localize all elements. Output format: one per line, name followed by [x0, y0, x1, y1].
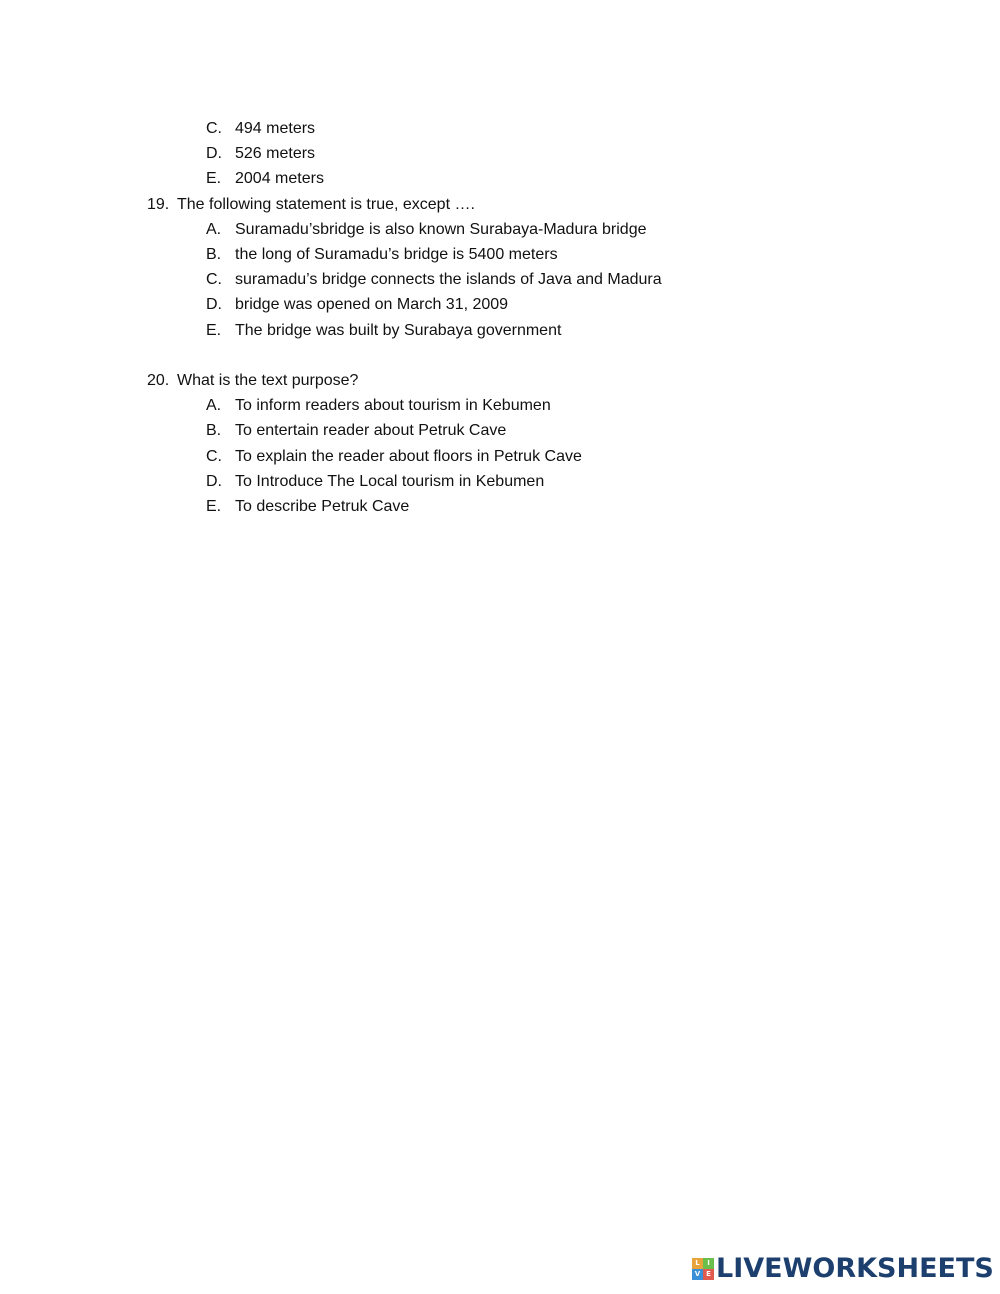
option-letter: E. [206, 498, 222, 515]
question-number: 20. [147, 372, 170, 389]
question-row-20 [0, 370, 1000, 392]
option-row [0, 269, 1000, 291]
option-row [0, 143, 1000, 165]
question-number: 19. [147, 196, 170, 213]
option-row [0, 496, 1000, 518]
option-letter: D. [206, 145, 222, 162]
logo-wordmark: LIVEWORKSHEETS [716, 1253, 994, 1284]
option-letter: D. [206, 473, 222, 490]
option-letter: A. [206, 221, 222, 238]
option-text: 526 meters [235, 145, 316, 162]
option-letter: E. [206, 170, 222, 187]
liveworksheets-logo [692, 1254, 994, 1284]
question-text: The following statement is true, except …. [177, 196, 475, 213]
option-letter: B. [206, 246, 222, 263]
option-text: bridge was opened on March 31, 2009 [235, 296, 509, 313]
option-row [0, 118, 1000, 140]
option-row [0, 320, 1000, 342]
option-text: Suramadu’sbridge is also known Surabaya-Madura bridge [235, 221, 647, 238]
option-row [0, 168, 1000, 190]
option-row [0, 446, 1000, 468]
option-row [0, 420, 1000, 442]
option-row [0, 219, 1000, 241]
liveworksheets-logo-icon [692, 1258, 714, 1280]
logo-mark-cell: I [703, 1258, 714, 1269]
logo-mark-cell: V [692, 1269, 703, 1280]
option-letter: C. [206, 271, 222, 288]
question-row-19 [0, 194, 1000, 216]
option-letter: C. [206, 120, 222, 137]
option-text: the long of Suramadu’s bridge is 5400 meters [235, 246, 558, 263]
option-text: To inform readers about tourism in Kebumen [235, 397, 551, 414]
option-letter: B. [206, 422, 222, 439]
option-text: suramadu’s bridge connects the islands of Java and Madura [235, 271, 662, 288]
option-letter: E. [206, 322, 222, 339]
option-letter: A. [206, 397, 222, 414]
logo-mark-cell: L [692, 1258, 703, 1269]
option-letter: C. [206, 448, 222, 465]
option-text: The bridge was built by Surabaya government [235, 322, 562, 339]
question-text: What is the text purpose? [177, 372, 359, 389]
option-text: To explain the reader about floors in Petruk Cave [235, 448, 582, 465]
option-text: 494 meters [235, 120, 316, 137]
option-text: To describe Petruk Cave [235, 498, 410, 515]
option-text: 2004 meters [235, 170, 324, 187]
option-row [0, 395, 1000, 417]
logo-mark-cell: E [703, 1269, 714, 1280]
option-row [0, 294, 1000, 316]
option-row [0, 471, 1000, 493]
option-letter: D. [206, 296, 222, 313]
option-row [0, 244, 1000, 266]
option-text: To entertain reader about Petruk Cave [235, 422, 507, 439]
option-text: To Introduce The Local tourism in Kebumen [235, 473, 545, 490]
